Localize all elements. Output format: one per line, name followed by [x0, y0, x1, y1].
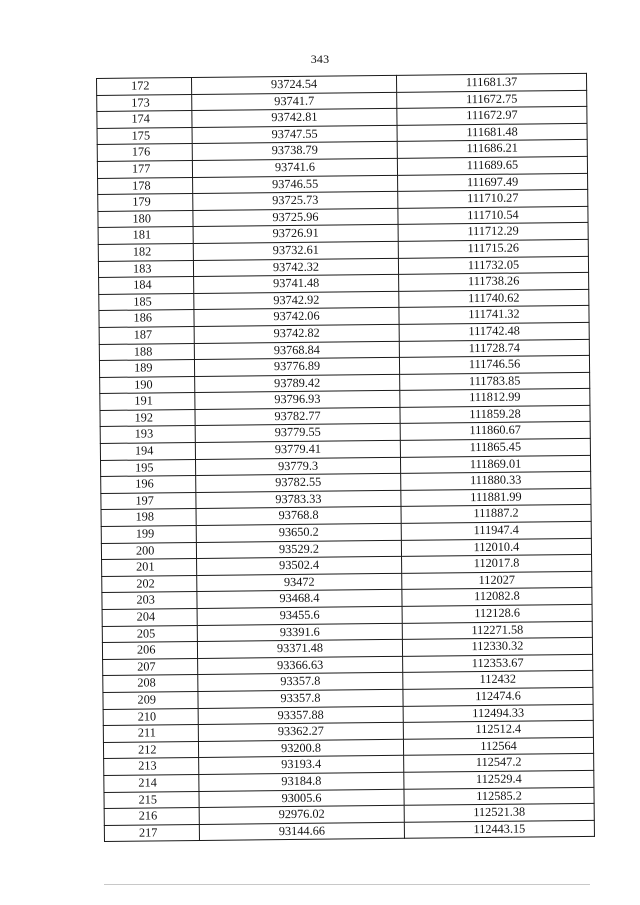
y-coordinate-cell: 112474.6: [403, 687, 593, 706]
x-coordinate-cell: 93200.8: [198, 739, 403, 758]
y-coordinate-cell: 111865.45: [400, 438, 590, 457]
point-number-cell: 198: [101, 509, 196, 527]
x-coordinate-cell: 93455.6: [197, 606, 402, 625]
x-coordinate-cell: 93362.27: [198, 722, 403, 741]
y-coordinate-cell: 111672.75: [397, 90, 587, 109]
point-number-cell: 189: [99, 360, 194, 378]
point-number-cell: 186: [99, 310, 194, 328]
x-coordinate-cell: 93789.42: [195, 374, 400, 393]
point-number-cell: 197: [101, 492, 196, 510]
x-coordinate-cell: 93746.55: [193, 175, 398, 194]
table-body: [97, 73, 595, 841]
point-number-cell: 191: [100, 393, 195, 411]
x-coordinate-cell: 93468.4: [197, 590, 402, 609]
x-coordinate-cell: 93391.6: [197, 623, 402, 642]
y-coordinate-cell: 111738.26: [399, 272, 589, 291]
scan-edge-line: [104, 884, 590, 885]
y-coordinate-cell: 111712.29: [398, 223, 588, 242]
x-coordinate-cell: 93502.4: [197, 557, 402, 576]
point-number-cell: 187: [99, 326, 194, 344]
x-coordinate-cell: 93005.6: [199, 789, 404, 808]
x-coordinate-cell: 93747.55: [192, 125, 397, 144]
x-coordinate-cell: 93742.81: [192, 109, 397, 128]
point-number-cell: 175: [97, 127, 192, 145]
x-coordinate-cell: 93357.8: [198, 673, 403, 692]
point-number-cell: 193: [100, 426, 195, 444]
point-number-cell: 188: [99, 343, 194, 361]
point-number-cell: 195: [101, 459, 196, 477]
x-coordinate-cell: 93776.89: [194, 357, 399, 376]
coordinates-table: [96, 73, 595, 842]
point-number-cell: 190: [100, 376, 195, 394]
point-number-cell: 185: [99, 293, 194, 311]
y-coordinate-cell: 111710.54: [398, 206, 588, 225]
x-coordinate-cell: 93144.66: [199, 822, 404, 841]
y-coordinate-cell: 112128.6: [402, 604, 592, 623]
point-number-cell: 172: [97, 77, 192, 95]
coordinates-table-container: [96, 73, 594, 842]
y-coordinate-cell: 111783.85: [400, 372, 590, 391]
x-coordinate-cell: 93741.48: [194, 274, 399, 293]
point-number-cell: 212: [103, 741, 198, 759]
y-coordinate-cell: 111881.99: [401, 488, 591, 507]
y-coordinate-cell: 111947.4: [401, 521, 591, 540]
point-number-cell: 194: [100, 443, 195, 461]
x-coordinate-cell: 93782.55: [196, 474, 401, 493]
point-number-cell: 199: [101, 526, 196, 544]
x-coordinate-cell: 93371.48: [197, 640, 402, 659]
y-coordinate-cell: 111728.74: [399, 339, 589, 358]
y-coordinate-cell: 111746.56: [399, 355, 589, 374]
x-coordinate-cell: 93184.8: [199, 772, 404, 791]
page-number: 343: [310, 52, 330, 66]
y-coordinate-cell: 111681.37: [396, 73, 586, 92]
y-coordinate-cell: 112027: [402, 571, 592, 590]
x-coordinate-cell: 93725.96: [193, 208, 398, 227]
y-coordinate-cell: 111686.21: [397, 140, 587, 159]
y-coordinate-cell: 111860.67: [400, 422, 590, 441]
y-coordinate-cell: 111732.05: [398, 256, 588, 275]
y-coordinate-cell: 111859.28: [400, 405, 590, 424]
point-number-cell: 208: [103, 675, 198, 693]
x-coordinate-cell: 93738.79: [192, 142, 397, 161]
point-number-cell: 179: [98, 194, 193, 212]
y-coordinate-cell: 111740.62: [399, 289, 589, 308]
point-number-cell: 213: [104, 758, 199, 776]
x-coordinate-cell: 93741.6: [192, 158, 397, 177]
y-coordinate-cell: 112017.8: [402, 555, 592, 574]
point-number-cell: 201: [102, 559, 197, 577]
y-coordinate-cell: 111869.01: [400, 455, 590, 474]
point-number-cell: 209: [103, 691, 198, 709]
point-number-cell: 192: [100, 409, 195, 427]
point-number-cell: 183: [98, 260, 193, 278]
point-number-cell: 207: [103, 658, 198, 676]
x-coordinate-cell: 93724.54: [192, 75, 397, 94]
y-coordinate-cell: 111681.48: [397, 123, 587, 142]
point-number-cell: 182: [98, 243, 193, 261]
point-number-cell: 178: [98, 177, 193, 195]
point-number-cell: 211: [103, 725, 198, 743]
y-coordinate-cell: 112494.33: [403, 704, 593, 723]
y-coordinate-cell: 111672.97: [397, 107, 587, 126]
y-coordinate-cell: 112353.67: [403, 654, 593, 673]
point-number-cell: 200: [101, 542, 196, 560]
y-coordinate-cell: 112443.15: [404, 820, 594, 839]
x-coordinate-cell: 93779.41: [195, 440, 400, 459]
point-number-cell: 174: [97, 111, 192, 129]
y-coordinate-cell: 111812.99: [400, 389, 590, 408]
x-coordinate-cell: 93472: [197, 573, 402, 592]
y-coordinate-cell: 112564: [403, 737, 593, 756]
x-coordinate-cell: 93529.2: [196, 540, 401, 559]
x-coordinate-cell: 93768.84: [194, 341, 399, 360]
y-coordinate-cell: 112547.2: [404, 754, 594, 773]
point-number-cell: 202: [102, 575, 197, 593]
point-number-cell: 176: [97, 144, 192, 162]
point-number-cell: 214: [104, 774, 199, 792]
point-number-cell: 177: [97, 160, 192, 178]
point-number-cell: 196: [101, 476, 196, 494]
point-number-cell: 206: [102, 642, 197, 660]
y-coordinate-cell: 111689.65: [397, 156, 587, 175]
x-coordinate-cell: 93366.63: [198, 656, 403, 675]
y-coordinate-cell: 112330.32: [402, 638, 592, 657]
x-coordinate-cell: 93742.32: [193, 258, 398, 277]
point-number-cell: 205: [102, 625, 197, 643]
x-coordinate-cell: 93742.82: [194, 324, 399, 343]
y-coordinate-cell: 111742.48: [399, 322, 589, 341]
point-number-cell: 216: [104, 808, 199, 826]
point-number-cell: 184: [99, 277, 194, 295]
x-coordinate-cell: 93357.88: [198, 706, 403, 725]
x-coordinate-cell: 93732.61: [193, 241, 398, 260]
point-number-cell: 210: [103, 708, 198, 726]
y-coordinate-cell: 112529.4: [404, 770, 594, 789]
x-coordinate-cell: 93742.92: [194, 291, 399, 310]
y-coordinate-cell: 112521.38: [404, 803, 594, 822]
x-coordinate-cell: 92976.02: [199, 805, 404, 824]
y-coordinate-cell: 112432: [403, 671, 593, 690]
point-number-cell: 180: [98, 210, 193, 228]
point-number-cell: 215: [104, 791, 199, 809]
y-coordinate-cell: 112082.8: [402, 588, 592, 607]
x-coordinate-cell: 93193.4: [199, 756, 404, 775]
x-coordinate-cell: 93783.33: [196, 490, 401, 509]
x-coordinate-cell: 93725.73: [193, 192, 398, 211]
x-coordinate-cell: 93779.3: [195, 457, 400, 476]
x-coordinate-cell: 93779.55: [195, 424, 400, 443]
x-coordinate-cell: 93726.91: [193, 225, 398, 244]
point-number-cell: 203: [102, 592, 197, 610]
y-coordinate-cell: 111697.49: [398, 173, 588, 192]
y-coordinate-cell: 112585.2: [404, 787, 594, 806]
x-coordinate-cell: 93650.2: [196, 523, 401, 542]
point-number-cell: 217: [104, 824, 199, 842]
y-coordinate-cell: 112512.4: [403, 720, 593, 739]
x-coordinate-cell: 93742.06: [194, 308, 399, 327]
y-coordinate-cell: 112271.58: [402, 621, 592, 640]
x-coordinate-cell: 93768.8: [196, 507, 401, 526]
x-coordinate-cell: 93796.93: [195, 391, 400, 410]
x-coordinate-cell: 93741.7: [192, 92, 397, 111]
point-number-cell: 181: [98, 227, 193, 245]
x-coordinate-cell: 93357.8: [198, 689, 403, 708]
x-coordinate-cell: 93782.77: [195, 407, 400, 426]
y-coordinate-cell: 111710.27: [398, 190, 588, 209]
y-coordinate-cell: 111880.33: [401, 472, 591, 491]
y-coordinate-cell: 112010.4: [401, 538, 591, 557]
point-number-cell: 204: [102, 608, 197, 626]
y-coordinate-cell: 111741.32: [399, 306, 589, 325]
y-coordinate-cell: 111715.26: [398, 239, 588, 258]
y-coordinate-cell: 111887.2: [401, 505, 591, 524]
point-number-cell: 173: [97, 94, 192, 112]
